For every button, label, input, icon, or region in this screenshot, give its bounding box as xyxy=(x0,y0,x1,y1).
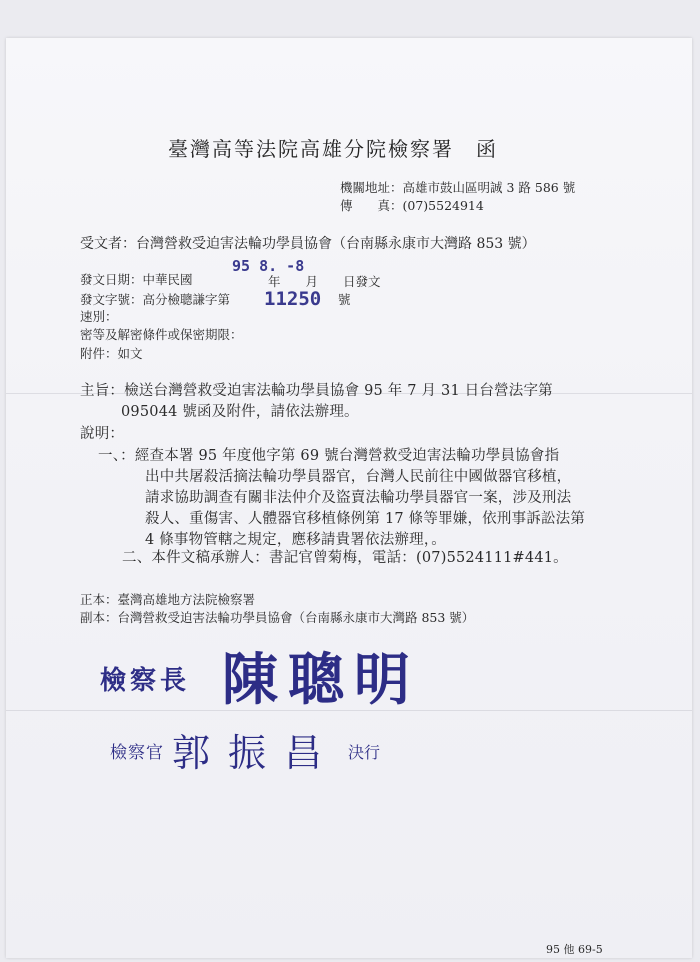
recipient: 受文者：台灣營救受迫害法輪功學員協會（台南縣永康市大灣路 853 號） xyxy=(80,236,536,252)
prosecutor-title-stamp: 檢察官 xyxy=(110,743,164,763)
issue-number-label: 發文字號：高分檢聰謙字第 xyxy=(80,292,231,307)
decision-stamp: 決行 xyxy=(348,743,381,762)
item-line: 殺人、重傷害、人體器官移植條例第 17 條等罪嫌，依刑事訴訟法第 xyxy=(145,511,586,527)
item-line: 出中共屠殺活摘法輪功學員器官，台灣人民前往中國做器官移植， xyxy=(145,469,572,485)
original-recipient: 正本：臺灣高雄地方法院檢察署 xyxy=(80,592,256,607)
prosecutor-name-stamp: 郭振昌 xyxy=(172,731,341,775)
item-line: 一、：經查本署 95 年度他字第 69 號台灣營救受迫害法輪功學員協會指 xyxy=(98,448,560,464)
date-stamp: 95 8. -8 xyxy=(232,257,305,275)
item-line: 請求協助調查有關非法仲介及盜賣法輪功學員器官一案，涉及刑法 xyxy=(145,490,572,506)
speed-field: 速別： xyxy=(80,309,118,324)
chief-title-stamp: 檢察長 xyxy=(100,666,191,696)
document-title: 臺灣高等法院高雄分院檢察署 函 xyxy=(168,137,498,161)
issue-date-label: 發文日期：中華民國 xyxy=(80,272,193,287)
agency-address: 機關地址：高雄市鼓山區明誠 3 路 586 號 xyxy=(340,180,576,195)
item-line: 4 條事物管轄之規定，應移請貴署依法辦理，。 xyxy=(145,532,446,548)
issue-number-suffix: 號 xyxy=(338,292,351,307)
agency-fax: 傳 真：(07)5524914 xyxy=(340,198,484,213)
subject-line-1: 主旨：檢送台灣營救受迫害法輪功學員協會 95 年 7 月 31 日台營法字第 xyxy=(80,383,553,399)
chief-name-stamp: 陳聰明 xyxy=(222,648,420,713)
subject-line-2: 095044 號函及附件，請依法辦理。 xyxy=(121,404,359,420)
item-line: 二、本件文稿承辦人：書記官曾菊梅，電話：(07)5524111#441。 xyxy=(122,550,568,566)
secrecy-field: 密等及解密條件或保密期限： xyxy=(80,327,243,342)
number-stamp: 11250 xyxy=(264,288,322,310)
document-reference: 95 他 69-5 xyxy=(546,943,603,956)
copy-recipient: 副本：台灣營救受迫害法輪功學員協會（台南縣永康市大灣路 853 號） xyxy=(80,610,475,625)
issue-date-ymd: 年 月 日發文 xyxy=(268,274,381,289)
explanation-label: 說明： xyxy=(80,426,125,442)
attachment-field: 附件：如文 xyxy=(80,346,143,361)
